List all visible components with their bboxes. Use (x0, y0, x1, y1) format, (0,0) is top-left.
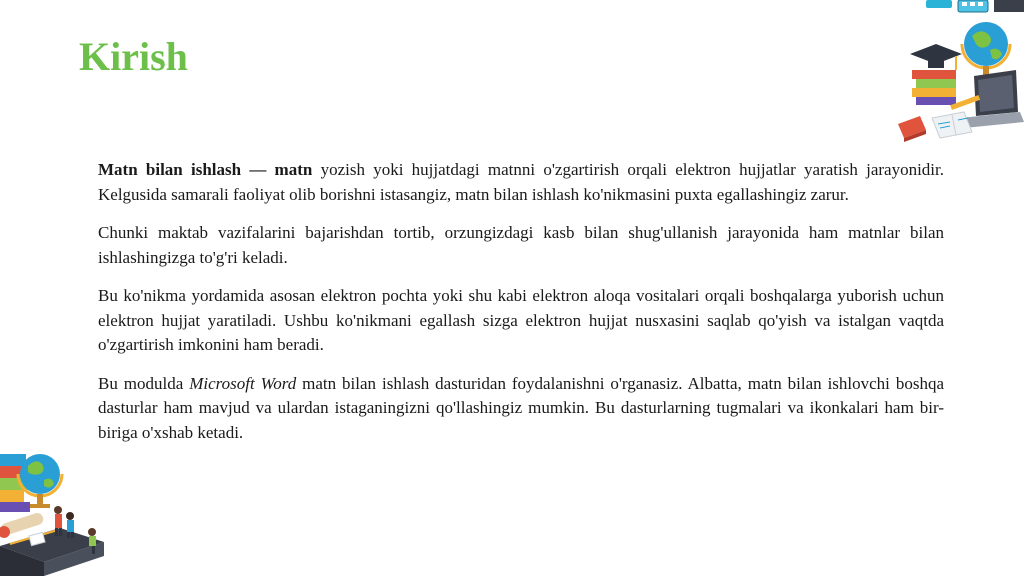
intro-text: yozish yoki hujjatdagi matnni o'zgartirish orqali elektron hujjatlar yaratish jarayonidir. Kelgusida samarali faoliyat olib borishni istasangiz, matn bilan ishlash ko'nikmasini puxta egallashingiz zarur. (98, 160, 944, 204)
p4-after: matn bilan ishlash dasturidan foydalanishni o'rganasiz. Albatta, matn bilan ishlovchi boshqa dasturlar ham mavjud va ulardan istaganingizni qo'llashingiz mumkin. Bu dasturlarning tugmalari va ikonkalari ham bir-biriga o'xshab ketadi. (98, 373, 944, 442)
p4-before: Bu modulda (98, 373, 190, 393)
slide-body (98, 158, 944, 459)
education-illustration-bottom (0, 436, 104, 576)
intro-bold-term: Matn bilan ishlash — matn (98, 160, 313, 179)
p4-product-name: Microsoft Word (189, 373, 297, 393)
slide-title: Kirish (79, 34, 188, 79)
paragraph-intro (98, 158, 944, 207)
paragraph-2: Chunki maktab vazifalarini bajarishdan tortib, orzungizdagi kasb bilan shug'ullanish jarayonida ham matnlar bilan ishlashingizga to'g'ri keladi. (98, 223, 944, 267)
education-illustration-top (890, 0, 1024, 150)
paragraph-3: Bu ko'nikma yordamida asosan elektron pochta yoki shu kabi elektron aloqa vositalari orqali boshqalarga yuborish uchun elektron hujjat yaratiladi. Ushbu ko'nikmani egallash sizga elektron hujjat nusxasini saqlab qo'yish va istalgan vaqtda o'zgartirish imkonini ham beradi. (98, 286, 944, 354)
paragraph-4 (98, 372, 944, 446)
